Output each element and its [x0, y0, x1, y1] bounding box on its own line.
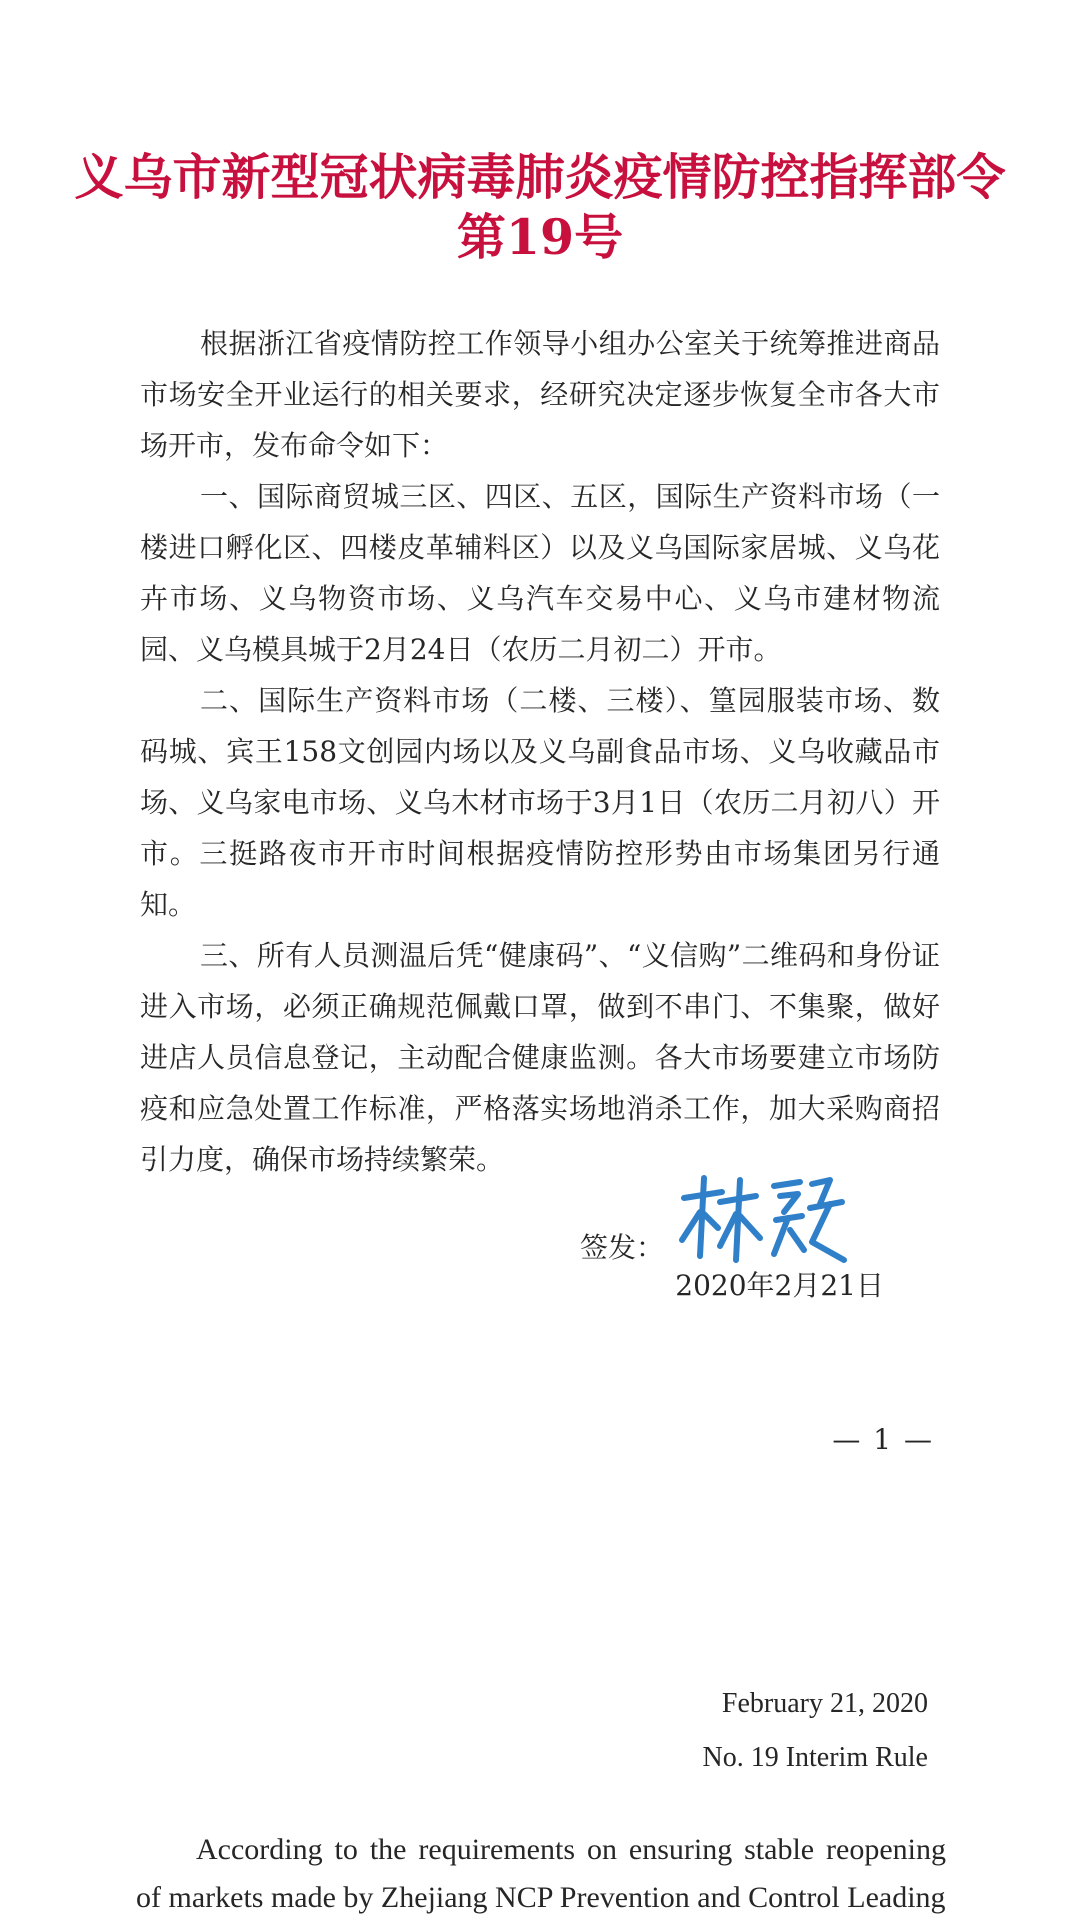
- clause-one: 一、国际商贸城三区、四区、五区，国际生产资料市场（一楼进口孵化区、四楼皮革辅料区）以及义乌国际家居城、义乌花卉市场、义乌物资市场、义乌汽车交易中心、义乌市建材物流园、义乌模具城于2月24日（农历二月初二）开市。: [140, 480, 940, 666]
- translation-paragraph: According to the requirements on ensuring stable reopening of markets made by Zhejiang NCP Prevention and Control Leading: [136, 1833, 946, 1914]
- issue-date: 2020年2月21日: [675, 1269, 884, 1302]
- document-number: 第19号: [456, 208, 624, 266]
- page-number: — 1 —: [832, 1423, 934, 1456]
- handwritten-signature: [670, 1168, 850, 1268]
- document-body: [140, 318, 940, 1185]
- sign-label: 签发：: [580, 1231, 665, 1264]
- clause-two: 二、国际生产资料市场（二楼、三楼）、篁园服装市场、数码城、宾王158文创园内场以及义乌副食品市场、义乌收藏品市场、义乌家电市场、义乌木材市场于3月1日（农历二月初八）开市。三挺路夜市开市时间根据疫情防控形势由市场集团另行通知。: [140, 684, 940, 921]
- document-title: 义乌市新型冠状病毒肺炎疫情防控指挥部令: [74, 148, 1006, 206]
- intro-paragraph: 根据浙江省疫情防控工作领导小组办公室关于统筹推进商品市场安全开业运行的相关要求，经研究决定逐步恢复全市各大市场开市，发布命令如下：: [140, 327, 940, 462]
- translation-rule-number: No. 19 Interim Rule: [702, 1742, 928, 1773]
- translation-date: February 21, 2020: [721, 1688, 928, 1719]
- signature-block: [580, 1168, 850, 1268]
- translation-body: [136, 1826, 946, 1922]
- clause-three: 三、所有人员测温后凭“健康码”、“义信购”二维码和身份证进入市场，必须正确规范佩戴口罩，做到不串门、不集聚，做好进店人员信息登记，主动配合健康监测。各大市场要建立市场防疫和应急处置工作标准，严格落实场地消杀工作，加大采购商招引力度，确保市场持续繁荣。: [140, 939, 940, 1176]
